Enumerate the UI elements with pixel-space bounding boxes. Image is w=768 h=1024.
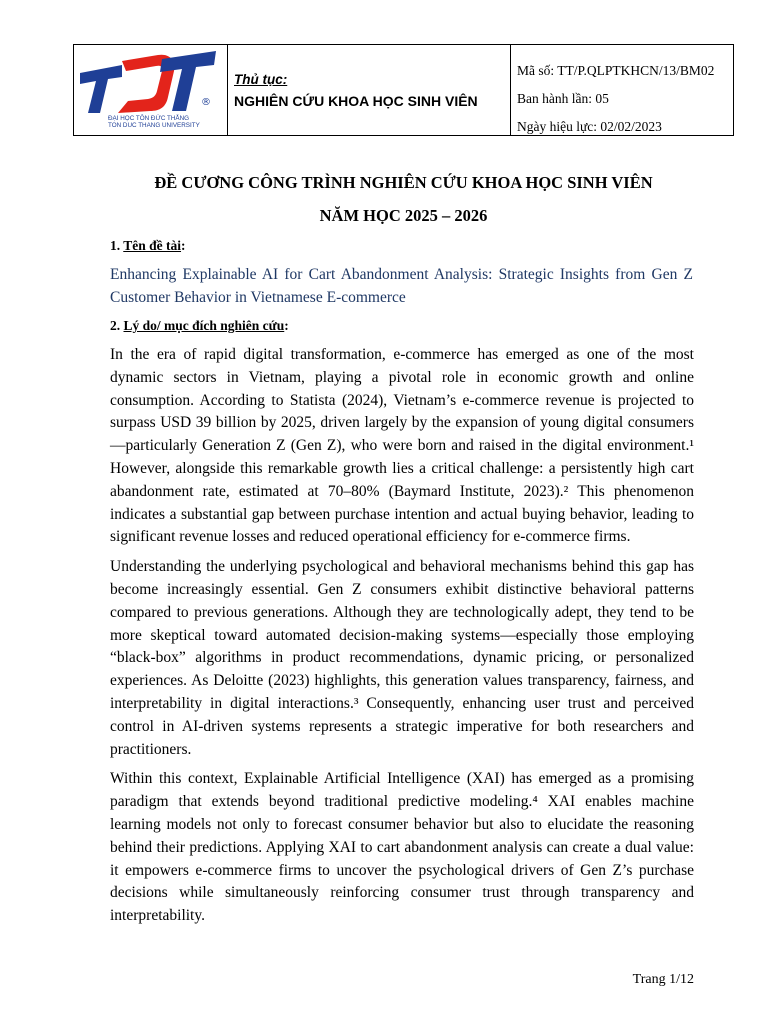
page-number: Trang 1/12 [632, 972, 694, 987]
document-code: Mã số: TT/P.QLPTKHCN/13/BM02 [517, 63, 715, 78]
issue-number: Ban hành lần: 05 [517, 91, 609, 106]
procedure-label: Thủ tục: [234, 72, 288, 87]
section-2-heading [110, 318, 289, 334]
paragraph: In the era of rapid digital transformation, e-commerce has emerged as one of the most dynamic sectors in Vietnam, playing a pivotal role in economic growth and online consumption. According to Statista (2024), Vietnam’s e-commerce revenue is projected to surpass USD 39 billion by 2025, driven largely by the expansion of young digital consumers—particularly Generation Z (Gen Z), who were born and raised in the digital environment.¹ However, alongside this remarkable growth lies a critical challenge: a persistently high cart abandonment rate, estimated at 70–80% (Baymard Institute, 2023).² This phenomenon indicates a substantial gap between purchase intention and actual buying behavior, leading to significant revenue losses and reduced operational efficiency for e-commerce firms. [110, 346, 694, 546]
university-name-vi: ĐẠI HỌC TÔN ĐỨC THẮNG [108, 115, 190, 122]
paragraph: Understanding the underlying psychological and behavioral mechanisms behind this gap has become increasingly essential. Gen Z consumers exhibit distinctive behavioral patterns compared to previous generations. Although they are technologically adept, they tend to be more skeptical toward automated decision-making systems—especially those employing “black-box” algorithms in product recommendations, dynamic pricing, or personalized experiences. As Deloitte (2023) highlights, this generation values transparency, fairness, and interpretability in digital interactions.³ Consequently, enhancing user trust and perceived control in AI-driven systems represents a strategic imperative for both researchers and practitioners. [110, 558, 694, 758]
meta-cell [511, 45, 733, 135]
procedure-cell [228, 45, 511, 135]
section-label: Lý do/ mục đích nghiên cứu [123, 318, 285, 333]
registered-mark: ® [201, 97, 211, 108]
section-colon: : [284, 318, 289, 333]
academic-year: NĂM HỌC 2025 – 2026 [319, 206, 488, 225]
tdt-logo-icon [78, 51, 218, 115]
logo-cell [74, 45, 228, 135]
section-number: 1. [110, 238, 121, 253]
section-number: 2. [110, 318, 121, 333]
section-2-body [110, 344, 694, 935]
document-title: ĐỀ CƯƠNG CÔNG TRÌNH NGHIÊN CỨU KHOA HỌC SINH VIÊN [154, 173, 653, 192]
section-label: Tên đề tài [123, 238, 182, 253]
paragraph: Within this context, Explainable Artificial Intelligence (XAI) has emerged as a promising paradigm that extends beyond traditional predictive modeling.⁴ XAI enables machine learning models not only to forecast consumer behavior but also to elucidate the reasoning behind their predictions. Applying XAI to cart abandonment analysis can create a dual value: it empowers e-commerce firms to uncover the psychological drivers of Gen Z’s purchase decisions while simultaneously reinforcing consumer trust through transparency and interpretability. [110, 770, 694, 925]
university-name-en: TON DUC THANG UNIVERSITY [108, 122, 200, 129]
section-1-heading [110, 238, 186, 254]
research-topic: Enhancing Explainable AI for Cart Abandonment Analysis: Strategic Insights from Gen Z Customer Behavior in Vietnamese E-commerce [110, 266, 693, 306]
document-header [73, 44, 734, 136]
section-colon: : [181, 238, 186, 253]
procedure-name: NGHIÊN CỨU KHOA HỌC SINH VIÊN [234, 93, 478, 109]
effective-date: Ngày hiệu lực: 02/02/2023 [517, 119, 662, 134]
